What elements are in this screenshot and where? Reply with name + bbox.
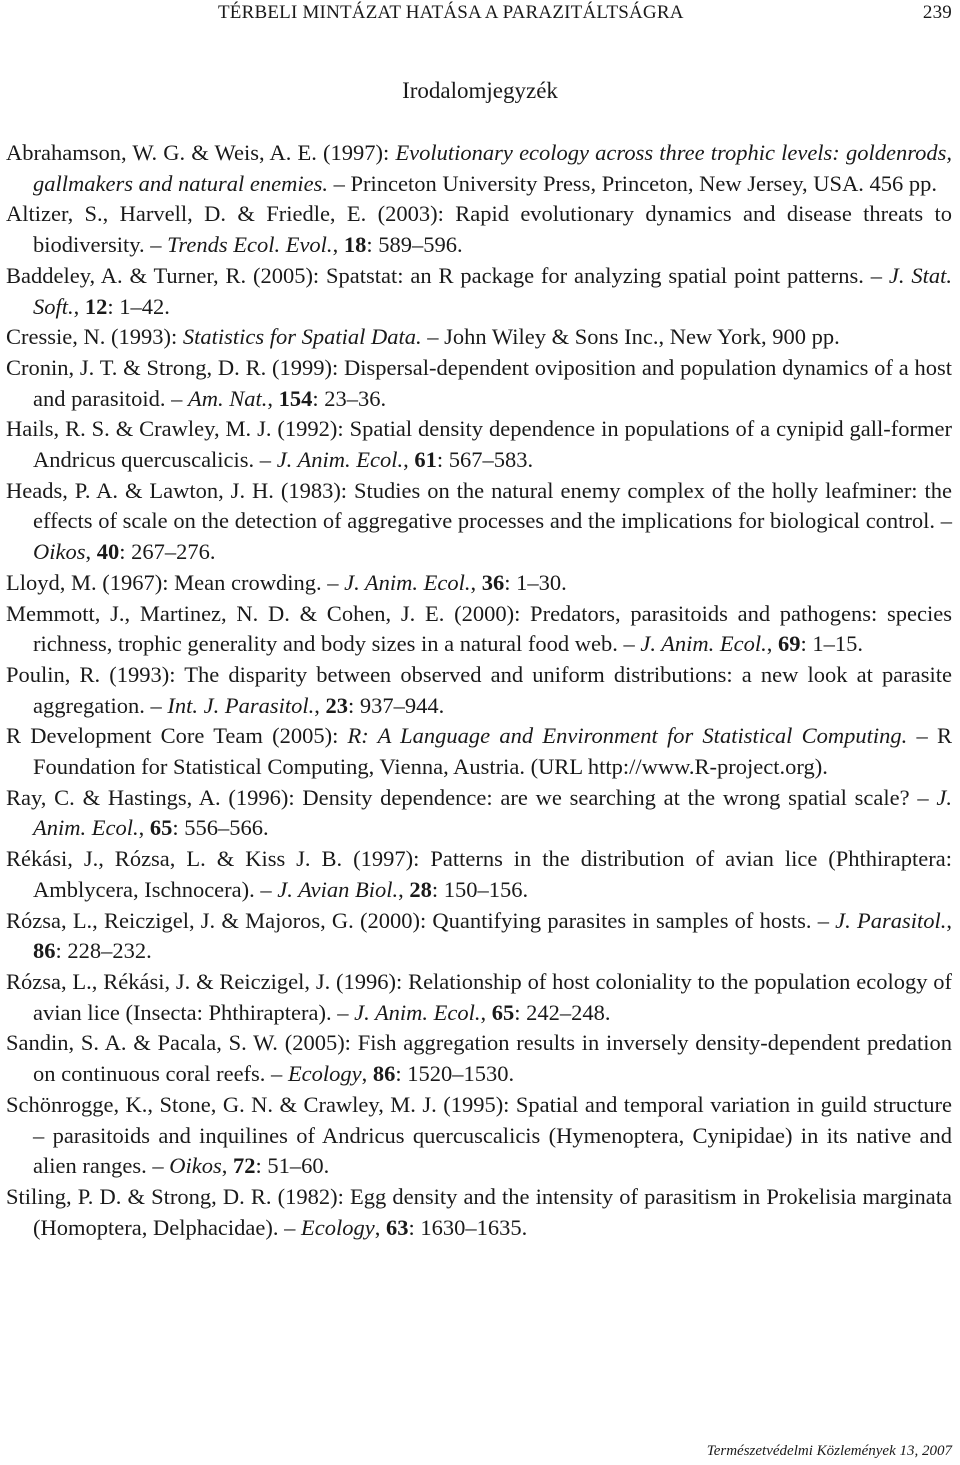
reference-text: , — [480, 999, 492, 1025]
running-header — [0, 2, 960, 30]
reference-text: Statistics for Spatial Data. — [182, 324, 422, 350]
section-title: Irodalomjegyzék — [402, 78, 558, 103]
reference-text: 23 — [325, 692, 348, 718]
reference-text: Stiling, P. D. & Strong, D. R. (1982): Egg density and the intensity of parasitism in Prokelisia marginata (Homoptera, Delphacidae). – — [6, 1183, 952, 1240]
reference-text: – John Wiley & Sons Inc., New York, 900 pp. — [421, 324, 840, 350]
page-number: 239 — [922, 2, 952, 23]
reference-text: J. Anim. Ecol. — [640, 631, 767, 657]
reference-text: , — [946, 907, 952, 933]
reference-text: : 242–248. — [514, 999, 611, 1025]
reference-item-rekasi — [6, 844, 952, 905]
reference-text: : 567–583. — [436, 447, 534, 473]
journal-footer: Természetvédelmi Közlemények 13, 2007 — [706, 1443, 952, 1459]
reference-text: Cressie, N. (1993): — [6, 324, 183, 350]
reference-item-stiling — [6, 1182, 952, 1243]
reference-item-sandin — [6, 1028, 952, 1089]
reference-text: , — [314, 692, 326, 718]
reference-item-cressie — [6, 322, 952, 353]
reference-text: Hails, R. S. & Crawley, M. J. (1992): Spatial density dependence in populations of a cynipid gall-former Andricus quercuscalicis. – — [6, 416, 952, 473]
reference-item-hails — [6, 414, 952, 475]
reference-text: Ecology — [287, 1061, 362, 1087]
reference-text: , — [221, 1153, 233, 1179]
reference-text: Evolutionary ecology across three trophic levels: goldenrods, gallmakers and natural enemies. — [33, 140, 952, 196]
reference-text: , — [470, 569, 482, 595]
reference-item-cronin — [6, 353, 952, 414]
reference-text: 69 — [778, 631, 801, 657]
reference-text: 86 — [33, 938, 56, 964]
reference-text: Heads, P. A. & Lawton, J. H. (1983): Studies on the natural enemy complex of the holly leafminer: the effects of scale on the detection of aggregative processes and the implications for biological control. – — [6, 477, 952, 534]
reference-text: , — [766, 631, 779, 657]
reference-text: , — [374, 1214, 386, 1240]
reference-text: 65 — [149, 815, 173, 841]
reference-text: Oikos — [169, 1153, 222, 1179]
reference-text: 154 — [278, 385, 313, 411]
reference-text: R Development Core Team (2005): — [6, 723, 348, 749]
reference-text: 63 — [385, 1214, 409, 1240]
reference-text: J. Anim. Ecol. — [276, 447, 404, 473]
reference-text: : 1–15. — [800, 631, 864, 657]
reference-text: 65 — [491, 999, 515, 1025]
reference-item-rozsa2000 — [6, 906, 952, 967]
running-title: TÉRBELI MINTÁZAT HATÁSA A PARAZITÁLTSÁGRA — [218, 2, 684, 23]
reference-item-lloyd — [6, 568, 952, 599]
reference-text: J. Anim. Ecol. — [344, 569, 471, 595]
reference-text: : 1–42. — [107, 293, 170, 319]
reference-item-altizer — [6, 199, 952, 260]
reference-text: Sandin, S. A. & Pacala, S. W. (2005): Fish aggregation results in inversely density-dependent predation on continuous coral reefs. – — [6, 1030, 952, 1087]
reference-text: 40 — [96, 539, 120, 565]
reference-text: : 150–156. — [431, 876, 529, 902]
reference-text: J. Anim. Ecol. — [354, 999, 481, 1025]
reference-list — [6, 138, 952, 1243]
reference-item-rozsa1996 — [6, 967, 952, 1028]
reference-text: : 267–276. — [119, 539, 216, 565]
reference-text: – Princeton University Press, Princeton, New Jersey, USA. 456 pp. — [327, 170, 938, 196]
reference-text: Poulin, R. (1993): The disparity between observed and uniform distributions: a new look at parasite aggregation. – — [6, 661, 952, 718]
reference-text: 28 — [409, 876, 432, 902]
reference-text: 86 — [372, 1061, 396, 1087]
reference-text: : 228–232. — [55, 938, 152, 964]
reference-text: , — [361, 1061, 373, 1087]
reference-text: : 589–596. — [366, 232, 463, 258]
reference-text: J. Parasitol. — [835, 907, 947, 933]
reference-text: 18 — [343, 232, 367, 258]
reference-text: , — [332, 232, 344, 258]
reference-text: , — [403, 447, 415, 473]
reference-text: Memmott, J., Martinez, N. D. & Cohen, J. E. (2000): Predators, parasitoids and pathogens: species richness, trophic generality and body sizes in a natural food web. – — [6, 600, 952, 657]
reference-text: : 556–566. — [172, 815, 269, 841]
reference-text: Ray, C. & Hastings, A. (1996): Density dependence: are we searching at the wrong spatial scale? – — [6, 784, 937, 810]
reference-text: Cronin, J. T. & Strong, D. R. (1999): Dispersal-dependent oviposition and population dynamics of a host and parasitoid. – — [6, 354, 952, 411]
reference-text: Rózsa, L., Rékási, J. & Reiczigel, J. (1996): Relationship of host coloniality to the population ecology of avian lice (Insecta: Phthiraptera). – — [6, 968, 952, 1025]
reference-item-baddeley — [6, 261, 952, 322]
reference-text: Am. Nat. — [187, 385, 268, 411]
reference-text: 61 — [414, 447, 437, 473]
reference-text: Schönrogge, K., Stone, G. N. & Crawley, M. J. (1995): Spatial and temporal variation in guild structure – parasitoids and inquilines of Andricus quercuscalicis (Hymenoptera, Cynipidae) in its native and alien ranges. – — [6, 1091, 952, 1179]
reference-text: 12 — [84, 293, 108, 319]
reference-text: Ecology — [301, 1214, 375, 1240]
reference-text: Lloyd, M. (1967): Mean crowding. – — [6, 569, 345, 595]
reference-text: : 1630–1635. — [408, 1214, 528, 1240]
reference-item-ray — [6, 783, 952, 844]
reference-item-abrahamson — [6, 138, 952, 199]
reference-text: Altizer, S., Harvell, D. & Friedle, E. (2003): Rapid evolutionary dynamics and disease threats to biodiversity. – — [6, 201, 952, 258]
reference-text: R: A Language and Environment for Statistical Computing. — [347, 723, 908, 749]
reference-item-schonrogge — [6, 1090, 952, 1182]
reference-text: 36 — [481, 569, 505, 595]
reference-text: : 51–60. — [255, 1153, 330, 1179]
reference-item-heads — [6, 476, 952, 568]
reference-text: : 1–30. — [504, 569, 567, 595]
reference-text: J. Avian Biol. — [277, 876, 399, 902]
reference-text: – R Foundation for Statistical Computing, Vienna, Austria. (URL http://www.R-project.org). — [33, 723, 952, 780]
reference-text: , — [138, 815, 150, 841]
reference-item-rdct — [6, 721, 952, 782]
reference-text: 72 — [232, 1153, 256, 1179]
reference-text: , — [85, 539, 97, 565]
reference-text: Rékási, J., Rózsa, L. & Kiss J. B. (1997): Patterns in the distribution of avian lice (Phthiraptera: Amblycera, Ischnocera). – — [6, 846, 952, 902]
reference-text: J. Stat. Soft. — [33, 262, 952, 319]
reference-text: Int. J. Parasitol. — [167, 692, 315, 718]
reference-text: : 1520–1530. — [395, 1061, 515, 1087]
reference-text: : 23–36. — [312, 385, 387, 411]
reference-text: Baddeley, A. & Turner, R. (2005): Spatstat: an R package for analyzing spatial point patterns. – — [6, 262, 889, 288]
reference-text: Oikos — [33, 539, 86, 565]
reference-text: : 937–944. — [347, 692, 445, 718]
reference-text: , — [398, 876, 410, 902]
reference-item-memmott — [6, 599, 952, 660]
reference-text: J. Anim. Ecol. — [33, 784, 952, 841]
reference-text: , — [73, 293, 85, 319]
reference-text: Trends Ecol. Evol. — [167, 232, 333, 258]
reference-text: Rózsa, L., Reiczigel, J. & Majoros, G. (2000): Quantifying parasites in samples of hosts. – — [6, 907, 836, 933]
reference-item-poulin — [6, 660, 952, 721]
reference-text: Abrahamson, W. G. & Weis, A. E. (1997): — [6, 140, 396, 165]
reference-text: , — [267, 385, 279, 411]
